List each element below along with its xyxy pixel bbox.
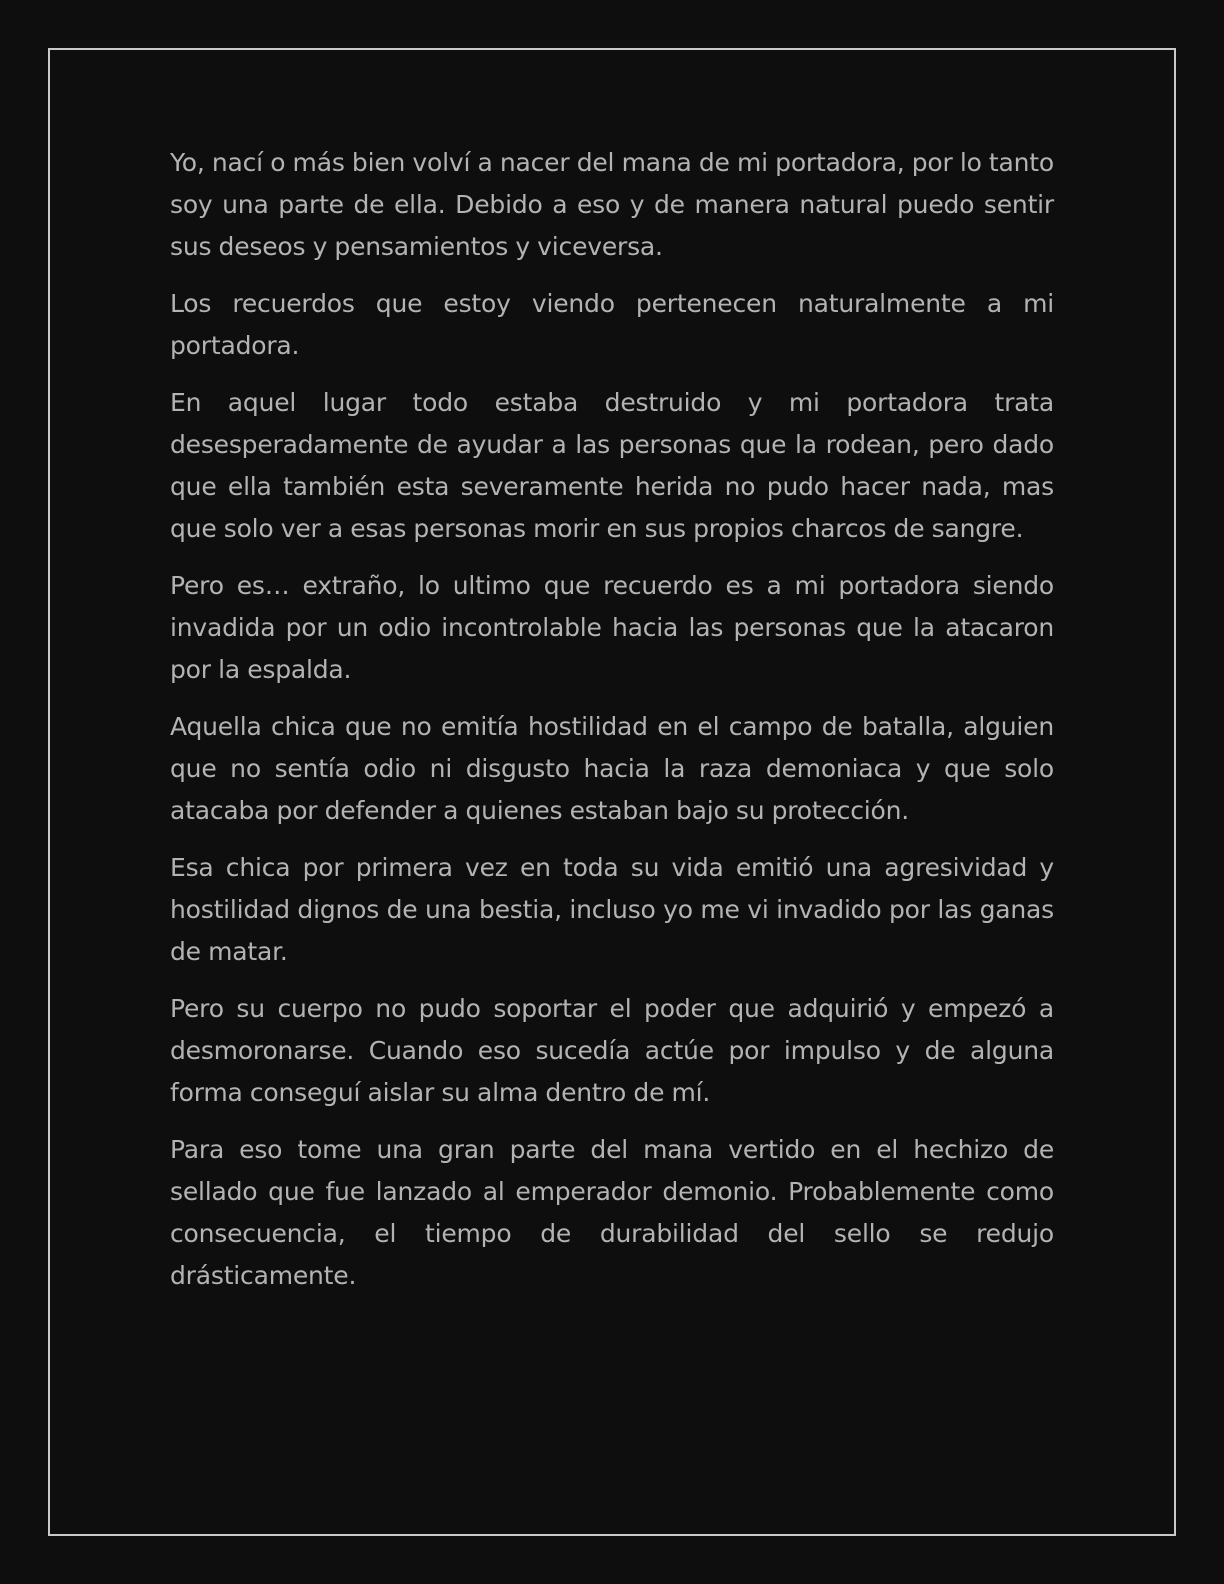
paragraph-8: Para eso tome una gran parte del mana vertido en el hechizo de sellado que fue lanzado al emperador demonio. Probablemente como consecuencia, el tiempo de durabilidad del sello se redujo drásticamente. (170, 1135, 1054, 1290)
paragraph-5: Aquella chica que no emitía hostilidad en el campo de batalla, alguien que no sentía odio ni disgusto hacia la raza demoniaca y que solo atacaba por defender a quienes estaban bajo su protección. (170, 712, 1054, 825)
paragraph-7: Pero su cuerpo no pudo soportar el poder que adquirió y empezó a desmoronarse. Cuando eso sucedía actúe por impulso y de alguna forma conseguí aislar su alma dentro de mí. (170, 994, 1054, 1107)
text-body (170, 142, 1054, 1312)
paragraph-4: Pero es… extraño, lo ultimo que recuerdo es a mi portadora siendo invadida por un odio incontrolable hacia las personas que la atacaron por la espalda. (170, 571, 1054, 684)
paragraph-1: Yo, nací o más bien volví a nacer del mana de mi portadora, por lo tanto soy una parte de ella. Debido a eso y de manera natural puedo sentir sus deseos y pensamientos y viceversa. (170, 148, 1054, 261)
page-frame (48, 48, 1176, 1536)
paragraph-6: Esa chica por primera vez en toda su vida emitió una agresividad y hostilidad dignos de una bestia, incluso yo me vi invadido por las ganas de matar. (170, 853, 1054, 966)
paragraph-3: En aquel lugar todo estaba destruido y mi portadora trata desesperadamente de ayudar a las personas que la rodean, pero dado que ella también esta severamente herida no pudo hacer nada, mas que solo ver a esas personas morir en sus propios charcos de sangre. (170, 388, 1054, 543)
paragraph-2: Los recuerdos que estoy viendo pertenecen naturalmente a mi portadora. (170, 289, 1054, 360)
